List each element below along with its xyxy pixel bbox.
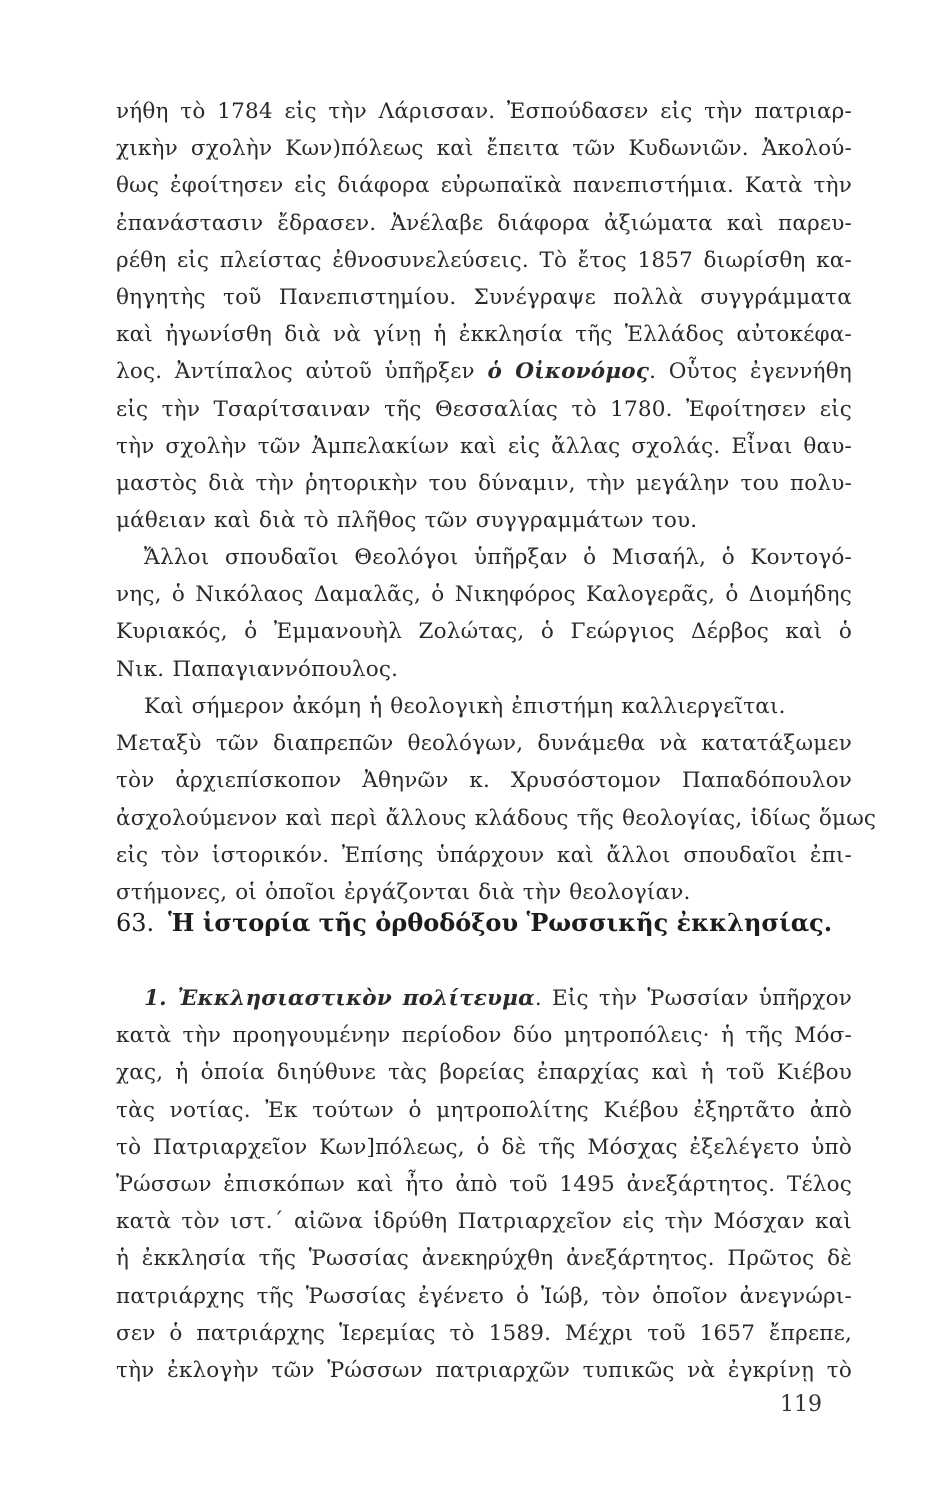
paragraph-1 <box>116 93 852 539</box>
subheading-ecclesiastical-polity: 1. Ἐκκλησιαστικὸν πολίτευμα <box>144 986 535 1011</box>
text-line: ἀσχολούμενον καὶ περὶ ἄλλους κλάδους τῆς θεολογίας, ἰδίως ὅμως <box>116 805 877 831</box>
text-line: Κυριακός, ὁ Ἐμμανουὴλ Ζολώτας, ὁ Γεώργιος Δέρβος καὶ ὁ <box>116 619 852 645</box>
line-segment: . Εἰς τὴν Ῥωσσίαν ὑπῆρχον <box>534 986 852 1011</box>
paragraph-2 <box>116 539 852 688</box>
text-line: ρέθη εἰς πλείστας ἐθνοσυνελεύσεις. Τὸ ἔτος 1857 διωρίσθη κα- <box>116 247 852 273</box>
text-line: ἡ ἐκκλησία τῆς Ῥωσσίας ἀνεκηρύχθη ἀνεξάρτητος. Πρῶτος δὲ <box>116 1246 852 1272</box>
text-line: τὰς νοτίας. Ἐκ τούτων ὁ μητροπολίτης Κιέβου ἐξηρτᾶτο ἀπὸ <box>116 1097 852 1123</box>
text-line <box>116 980 852 1017</box>
line-segment: λος. Ἀντίπαλος αὐτοῦ ὑπῆρξεν <box>116 359 488 385</box>
text-line: χας, ἡ ὁποία διηύθυνε τὰς βορείας ἐπαρχίας καὶ ἡ τοῦ Κιέβου <box>116 1060 852 1086</box>
text-line: τὴν σχολὴν τῶν Ἀμπελακίων καὶ εἰς ἄλλας σχολάς. Εἶναι θαυ- <box>116 433 852 459</box>
text-line <box>116 353 852 390</box>
text-line: κατὰ τὸν ιστ.´ αἰῶνα ἱδρύθη Πατριαρχεῖον εἰς τὴν Μόσχαν καὶ <box>116 1209 852 1235</box>
text-line: θως ἐφοίτησεν εἰς διάφορα εὐρωπαϊκὰ πανεπιστήμια. Κατὰ τὴν <box>116 173 852 199</box>
page-number: 119 <box>780 1392 822 1417</box>
text-line: πατριάρχης τῆς Ῥωσσίας ἐγένετο ὁ Ἰώβ, τὸν ὁποῖον ἀνεγνώρι- <box>116 1283 852 1309</box>
text-line: τὸν ἀρχιεπίσκοπον Ἀθηνῶν κ. Χρυσόστομον Παπαδόπουλον <box>116 768 852 794</box>
line-segment: . Οὗτος ἐγεννήθη <box>649 359 852 385</box>
text-line: Ῥώσσων ἐπισκόπων καὶ ἦτο ἀπὸ τοῦ 1495 ἀνεξάρτητος. Τέλος <box>116 1171 852 1197</box>
text-line: στήμονες, οἱ ὁποῖοι ἐργάζονται διὰ τὴν θεολογίαν. <box>116 879 691 905</box>
text-line: νήθη τὸ 1784 εἰς τὴν Λάρισσαν. Ἐσπούδασεν εἰς τὴν πατριαρ- <box>116 99 852 124</box>
text-line: σεν ὁ πατριάρχης Ἱερεμίας τὸ 1589. Μέχρι τοῦ 1657 ἔπρεπε, <box>116 1320 852 1346</box>
text-line: εἰς τὸν ἱστορικόν. Ἐπίσης ὑπάρχουν καὶ ἄλλοι σπουδαῖοι ἐπι- <box>116 842 852 868</box>
text-line: Καὶ σήμερον ἀκόμη ἡ θεολογικὴ ἐπιστήμη καλλιεργεῖται. <box>144 694 786 719</box>
text-line: τὴν ἐκλογὴν τῶν Ῥώσσων πατριαρχῶν τυπικῶς νὰ ἐγκρίνῃ τὸ <box>116 1357 852 1383</box>
section-1-body <box>116 980 852 1389</box>
text-line: Ἄλλοι σπουδαῖοι Θεολόγοι ὑπῆρξαν ὁ Μισαήλ, ὁ Κοντογό- <box>144 545 852 570</box>
text-line: εἰς τὴν Τσαρίτσαιναν τῆς Θεσσαλίας τὸ 1780. Ἐφοίτησεν εἰς <box>116 396 852 422</box>
bold-term-oikonomos: ὁ Οἰκονόμος <box>487 359 650 385</box>
text-line: χικὴν σχολὴν Κων)πόλεως καὶ ἔπειτα τῶν Κυδωνιῶν. Ἀκολού- <box>116 136 852 162</box>
text-line: Νικ. Παπαγιαννόπουλος. <box>116 656 399 682</box>
text-line: μαστὸς διὰ τὴν ῥητορικὴν του δύναμιν, τὴν μεγάλην του πολυ- <box>116 470 852 496</box>
text-line: ἐπανάστασιν ἔδρασεν. Ἀνέλαβε διάφορα ἀξιώματα καὶ παρευ- <box>116 210 852 236</box>
text-line: κατὰ τὴν προηγουμένην περίοδον δύο μητροπόλεις· ἡ τῆς Μόσ- <box>116 1023 852 1049</box>
text-line: θηγητὴς τοῦ Πανεπιστημίου. Συνέγραψε πολλὰ συγγράμματα <box>116 284 852 310</box>
text-line: Μεταξὺ τῶν διαπρεπῶν θεολόγων, δυνάμεθα νὰ κατατάξωμεν <box>116 731 852 757</box>
paragraph-3 <box>116 688 877 911</box>
text-line: καὶ ἠγωνίσθη διὰ νὰ γίνῃ ἡ ἐκκλησία τῆς Ἑλλάδος αὐτοκέφα- <box>116 322 852 348</box>
text-line: νης, ὁ Νικόλαος Δαμαλᾶς, ὁ Νικηφόρος Καλογερᾶς, ὁ Διομήδης <box>116 582 852 608</box>
section-title: Ἡ ἱστορία τῆς ὀρθοδόξου Ῥωσσικῆς ἐκκλησίας. <box>168 908 833 937</box>
section-heading <box>116 908 852 937</box>
text-line: τὸ Πατριαρχεῖον Κων]πόλεως, ὁ δὲ τῆς Μόσχας ἐξελέγετο ὑπὸ <box>116 1134 852 1160</box>
text-line: μάθειαν καὶ διὰ τὸ πλῆθος τῶν συγγραμμάτων του. <box>116 508 698 534</box>
section-number: 63. <box>116 909 155 937</box>
